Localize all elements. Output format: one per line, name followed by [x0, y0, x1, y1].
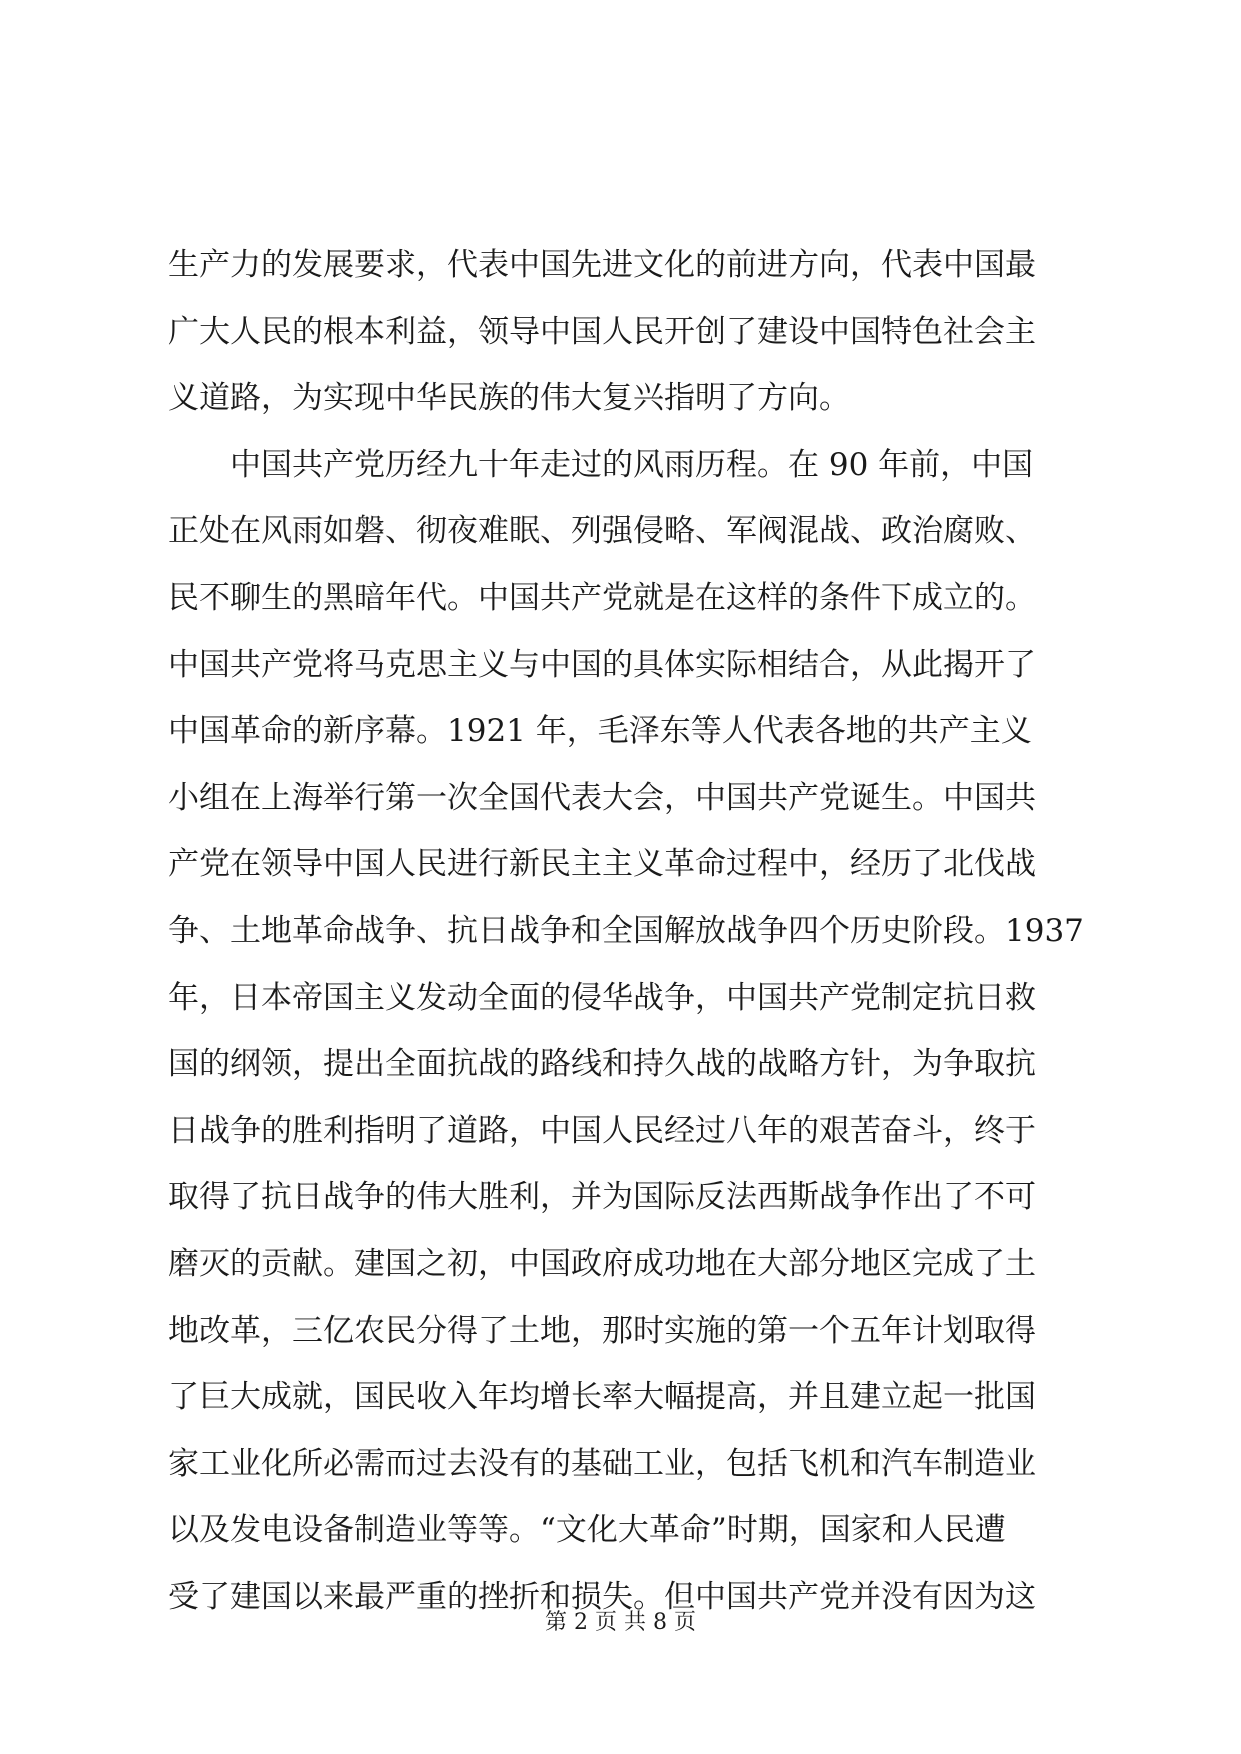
text-line: 中国共产党历经九十年走过的风雨历程。在 90 年前，中国	[168, 446, 1034, 483]
text-line: 中国共产党将马克思主义与中国的具体实际相结合，从此揭开了	[168, 646, 1036, 683]
text-line: 受了建国以来最严重的挫折和损失。但中国共产党并没有因为这	[168, 1578, 1036, 1615]
text-line: 生产力的发展要求，代表中国先进文化的前进方向，代表中国最	[168, 247, 1036, 283]
text-line: 小组在上海举行第一次全国代表大会，中国共产党诞生。中国共	[168, 779, 1036, 816]
text-line: 磨灭的贡献。建国之初，中国政府成功地在大部分地区完成了土	[168, 1245, 1036, 1282]
text-line: 国的纲领，提出全面抗战的路线和持久战的战略方针，为争取抗	[168, 1046, 1036, 1083]
text-line: 正处在风雨如磐、彻夜难眠、列强侵略、军阀混战、政治腐败、	[168, 513, 1036, 550]
text-line: 以及发电设备制造业等等。“文化大革命”时期，国家和人民遭	[168, 1512, 1006, 1549]
text-line: 年，日本帝国主义发动全面的侵华战争，中国共产党制定抗日救	[168, 979, 1036, 1016]
text-line: 产党在领导中国人民进行新民主主义革命过程中，经历了北伐战	[168, 846, 1036, 883]
text-line: 争、土地革命战争、抗日战争和全国解放战争四个历史阶段。1937	[168, 912, 1084, 949]
body-text	[168, 232, 1088, 1630]
text-line: 民不聊生的黑暗年代。中国共产党就是在这样的条件下成立的。	[168, 579, 1036, 616]
text-line: 义道路，为实现中华民族的伟大复兴指明了方向。	[168, 380, 850, 417]
text-line: 家工业化所必需而过去没有的基础工业，包括飞机和汽车制造业	[168, 1445, 1036, 1482]
text-line: 广大人民的根本利益，领导中国人民开创了建设中国特色社会主	[168, 313, 1036, 350]
text-line: 取得了抗日战争的伟大胜利，并为国际反法西斯战争作出了不可	[168, 1179, 1036, 1216]
page-number-footer: 第 2 页 共 8 页	[545, 1610, 696, 1635]
text-line: 了巨大成就，国民收入年均增长率大幅提高，并且建立起一批国	[168, 1379, 1036, 1416]
text-line: 中国革命的新序幕。1921 年，毛泽东等人代表各地的共产主义	[168, 713, 1032, 750]
text-line: 地改革，三亿农民分得了土地，那时实施的第一个五年计划取得	[168, 1312, 1036, 1349]
text-line: 日战争的胜利指明了道路，中国人民经过八年的艰苦奋斗，终于	[168, 1112, 1036, 1149]
